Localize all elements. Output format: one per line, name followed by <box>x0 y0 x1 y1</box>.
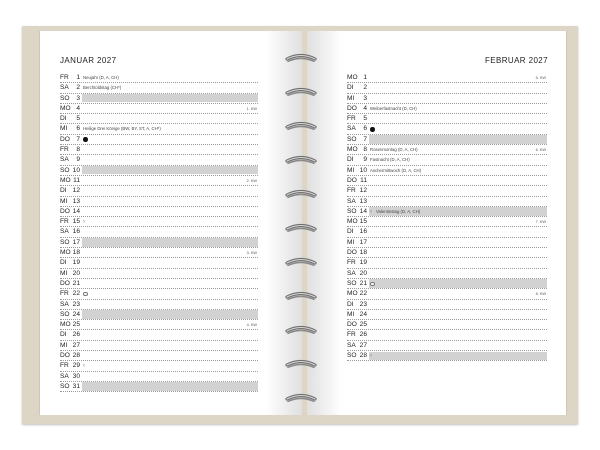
weekday-label: FR <box>347 115 356 123</box>
weekday-label: MI <box>60 341 68 349</box>
weekday-label: MO <box>60 104 71 112</box>
day-number: 20 <box>72 269 80 277</box>
week-number: 4. KW <box>246 323 257 328</box>
day-number: 13 <box>359 197 367 205</box>
day-number: 12 <box>359 187 367 195</box>
weekday-label: MI <box>60 197 68 205</box>
weekday-label: FR <box>60 362 69 370</box>
day-number: 24 <box>359 310 367 318</box>
weekday-label: DI <box>60 187 67 195</box>
weekday-label: MO <box>347 218 358 226</box>
day-row[interactable] <box>347 145 547 155</box>
day-row[interactable] <box>60 197 258 207</box>
day-number: 31 <box>72 382 80 390</box>
wire-ring-icon <box>284 356 318 366</box>
day-row[interactable] <box>60 73 258 83</box>
weekday-label: SO <box>60 166 70 174</box>
day-row[interactable] <box>60 279 258 289</box>
weekday-label: MI <box>347 238 355 246</box>
holiday-note: Rosenmontag (D, A, CH) <box>370 147 418 153</box>
new-moon-icon <box>83 292 88 297</box>
holiday-note: Heilige Drei Könige (BW, BY, ST, A, CH*) <box>83 126 161 132</box>
day-row[interactable] <box>60 155 258 165</box>
weekday-label: SO <box>60 310 70 318</box>
week-number: 6. KW <box>535 148 546 153</box>
wire-ring-icon <box>284 186 318 196</box>
weekday-label: FR <box>60 146 69 154</box>
wire-ring-icon <box>284 288 318 298</box>
weekday-label: MI <box>347 310 355 318</box>
day-number: 3 <box>363 94 367 102</box>
holiday-note: Valentinstag (D, A, CH) <box>376 208 421 214</box>
day-number: 9 <box>363 156 367 164</box>
wire-ring-icon <box>284 84 318 94</box>
day-number: 19 <box>72 259 80 267</box>
weekday-label: SO <box>60 94 70 102</box>
sunday-shade <box>82 94 258 102</box>
day-number: 21 <box>359 279 367 287</box>
day-row[interactable] <box>347 217 547 227</box>
day-number: 28 <box>72 352 80 360</box>
day-number: 22 <box>359 290 367 298</box>
day-row[interactable] <box>347 207 547 217</box>
weekday-label: DI <box>60 115 67 123</box>
day-number: 26 <box>359 331 367 339</box>
first-quarter-icon: › <box>83 219 85 226</box>
day-row[interactable] <box>60 351 258 361</box>
day-row[interactable] <box>60 258 258 268</box>
day-number: 8 <box>76 146 80 154</box>
sunday-shade <box>82 238 258 246</box>
day-row[interactable] <box>60 310 258 320</box>
day-row[interactable] <box>347 124 547 134</box>
weekday-label: SO <box>347 352 357 360</box>
sunday-shade <box>82 310 258 318</box>
day-row[interactable] <box>60 382 258 392</box>
weekday-label: SA <box>60 228 69 236</box>
day-number: 7 <box>76 135 80 143</box>
weekday-label: MI <box>347 94 355 102</box>
day-row[interactable] <box>60 166 258 176</box>
weekday-label: SO <box>347 279 357 287</box>
weekday-label: MO <box>347 146 358 154</box>
weekday-label: MI <box>60 269 68 277</box>
weekday-label: DO <box>347 249 357 257</box>
weekday-label: SA <box>60 372 69 380</box>
day-row[interactable] <box>60 114 258 124</box>
wire-ring-icon <box>284 118 318 128</box>
sunday-shade <box>369 135 547 143</box>
day-number: 16 <box>72 228 80 236</box>
day-number: 18 <box>359 249 367 257</box>
day-number: 19 <box>359 259 367 267</box>
week-number: 1. KW <box>246 106 257 111</box>
weekday-label: DO <box>347 321 357 329</box>
day-number: 30 <box>72 372 80 380</box>
day-row[interactable] <box>60 207 258 217</box>
full-moon-icon <box>83 137 88 142</box>
weekday-label: SA <box>60 300 69 308</box>
day-number: 13 <box>72 197 80 205</box>
day-row[interactable] <box>60 238 258 248</box>
day-number: 4 <box>363 104 367 112</box>
day-number: 14 <box>359 207 367 215</box>
weekday-label: SA <box>60 84 69 92</box>
wire-ring-icon <box>284 254 318 264</box>
weekday-label: FR <box>60 74 69 81</box>
weekday-label: DI <box>347 156 354 164</box>
day-number: 27 <box>359 341 367 349</box>
day-number: 25 <box>359 321 367 329</box>
day-row[interactable] <box>347 269 547 279</box>
day-row[interactable] <box>347 73 547 83</box>
full-moon-icon <box>370 127 375 132</box>
weekday-label: MI <box>347 166 355 174</box>
sunday-shade <box>369 279 547 287</box>
weekday-label: DI <box>60 331 67 339</box>
weekday-label: MO <box>347 290 358 298</box>
weekday-label: SA <box>347 125 356 133</box>
day-row[interactable] <box>347 351 547 361</box>
weekday-label: FR <box>347 187 356 195</box>
day-row[interactable] <box>60 330 258 340</box>
weekday-label: MO <box>347 74 358 81</box>
sunday-shade <box>82 166 258 174</box>
day-number: 20 <box>359 269 367 277</box>
weekday-label: DI <box>347 300 354 308</box>
weekday-label: SO <box>347 135 357 143</box>
first-quarter-icon: › <box>370 208 372 215</box>
weekday-label: DI <box>347 228 354 236</box>
wire-ring-icon <box>284 220 318 230</box>
day-number: 2 <box>363 84 367 92</box>
weekday-label: FR <box>347 331 356 339</box>
day-number: 17 <box>72 238 80 246</box>
day-number: 14 <box>72 207 80 215</box>
day-number: 21 <box>72 279 80 287</box>
day-number: 1 <box>363 74 367 81</box>
wire-ring-icon <box>284 390 318 400</box>
new-moon-icon <box>370 282 375 287</box>
day-row[interactable] <box>347 289 547 299</box>
wire-ring-icon <box>284 322 318 332</box>
day-row[interactable] <box>347 83 547 93</box>
weekday-label: MI <box>60 125 68 133</box>
weekday-label: SO <box>347 207 357 215</box>
day-row[interactable] <box>347 341 547 351</box>
holiday-note: Berchtoldstag (CH*) <box>83 85 122 91</box>
holiday-note: Neujahr (D, A, CH) <box>83 75 119 80</box>
day-row[interactable] <box>347 320 547 330</box>
holiday-note: Weiberfastnacht (D, CH) <box>370 105 417 111</box>
day-number: 24 <box>72 310 80 318</box>
week-number: 8. KW <box>535 292 546 297</box>
weekday-label: SO <box>60 382 70 390</box>
weekday-label: DI <box>60 259 67 267</box>
week-number: 7. KW <box>535 220 546 225</box>
weekday-label: DO <box>60 352 70 360</box>
day-list-february <box>347 73 547 361</box>
day-row[interactable] <box>60 135 258 145</box>
day-row[interactable] <box>347 300 547 310</box>
weekday-label: MO <box>60 249 71 257</box>
day-row[interactable] <box>347 104 547 114</box>
day-number: 22 <box>72 290 80 298</box>
day-row[interactable] <box>347 227 547 237</box>
weekday-label: DO <box>347 104 357 112</box>
day-number: 16 <box>359 228 367 236</box>
month-title-january: JANUAR 2027 <box>60 56 117 65</box>
day-row[interactable] <box>60 104 258 114</box>
weekday-label: MO <box>60 176 71 184</box>
day-row[interactable] <box>347 166 547 176</box>
weekday-label: SA <box>347 269 356 277</box>
day-row[interactable] <box>60 248 258 258</box>
day-row[interactable] <box>60 320 258 330</box>
day-row[interactable] <box>347 176 547 186</box>
day-number: 11 <box>73 176 80 184</box>
day-number: 4 <box>76 104 80 112</box>
wire-ring-icon <box>284 50 318 60</box>
week-number: 2. KW <box>246 178 257 183</box>
day-row[interactable] <box>60 94 258 104</box>
day-number: 12 <box>72 187 80 195</box>
sunday-shade <box>82 382 258 390</box>
weekday-label: DO <box>60 279 70 287</box>
day-number: 10 <box>72 166 80 174</box>
day-number: 26 <box>72 331 80 339</box>
weekday-label: SA <box>347 341 356 349</box>
day-row[interactable] <box>347 279 547 289</box>
day-row[interactable] <box>347 330 547 340</box>
day-row[interactable] <box>347 310 547 320</box>
day-number: 3 <box>76 94 80 102</box>
day-row[interactable] <box>347 186 547 196</box>
sunday-shade <box>369 352 547 360</box>
day-number: 2 <box>76 84 80 92</box>
day-number: 6 <box>76 125 80 133</box>
day-list-january <box>60 73 258 392</box>
day-row[interactable] <box>60 227 258 237</box>
day-row[interactable] <box>60 83 258 93</box>
holiday-note: Aschermittwoch (D, A, CH) <box>370 167 422 173</box>
day-number: 23 <box>72 300 80 308</box>
day-row[interactable] <box>60 124 258 134</box>
day-row[interactable] <box>60 361 258 371</box>
weekday-label: FR <box>60 218 69 226</box>
day-row[interactable] <box>347 248 547 258</box>
day-row[interactable] <box>60 186 258 196</box>
day-number: 11 <box>360 176 367 184</box>
day-row[interactable] <box>347 135 547 145</box>
day-number: 10 <box>359 166 367 174</box>
day-number: 9 <box>76 156 80 164</box>
day-row[interactable] <box>347 155 547 165</box>
weekday-label: FR <box>60 290 69 298</box>
weekday-label: SA <box>347 197 356 205</box>
day-row[interactable] <box>347 94 547 104</box>
day-number: 5 <box>76 115 80 123</box>
weekday-label: DO <box>60 135 70 143</box>
weekday-label: SA <box>60 156 69 164</box>
weekday-label: DO <box>347 176 357 184</box>
weekday-label: MO <box>60 321 71 329</box>
day-row[interactable] <box>60 289 258 299</box>
month-title-february: FEBRUAR 2027 <box>484 56 548 65</box>
day-row[interactable] <box>60 372 258 382</box>
day-number: 25 <box>72 321 80 329</box>
day-number: 15 <box>72 218 80 226</box>
day-row[interactable] <box>347 114 547 124</box>
day-row[interactable] <box>60 300 258 310</box>
day-number: 18 <box>72 249 80 257</box>
day-row[interactable] <box>60 269 258 279</box>
weekday-label: DO <box>60 207 70 215</box>
day-number: 29 <box>72 362 80 370</box>
day-number: 8 <box>363 146 367 154</box>
weekday-label: FR <box>347 259 356 267</box>
day-number: 7 <box>363 135 367 143</box>
weekday-label: DI <box>347 84 354 92</box>
day-number: 15 <box>359 218 367 226</box>
day-row[interactable] <box>60 176 258 186</box>
day-number: 27 <box>72 341 80 349</box>
day-number: 5 <box>363 115 367 123</box>
day-row[interactable] <box>347 238 547 248</box>
day-number: 6 <box>363 125 367 133</box>
last-quarter-icon: ‹ <box>370 353 372 360</box>
day-number: 17 <box>359 238 367 246</box>
day-row[interactable] <box>347 258 547 268</box>
day-row[interactable] <box>60 217 258 227</box>
day-number: 28 <box>359 352 367 360</box>
last-quarter-icon: ‹ <box>83 363 85 370</box>
day-row[interactable] <box>347 197 547 207</box>
holiday-note: Fastnacht (D, A, CH) <box>370 157 410 163</box>
day-number: 23 <box>359 300 367 308</box>
week-number: 5. KW <box>535 76 546 80</box>
day-row[interactable] <box>60 145 258 155</box>
weekday-label: SO <box>60 238 70 246</box>
day-row[interactable] <box>60 341 258 351</box>
week-number: 3. KW <box>246 251 257 256</box>
day-number: 1 <box>76 74 80 81</box>
wire-ring-icon <box>284 152 318 162</box>
